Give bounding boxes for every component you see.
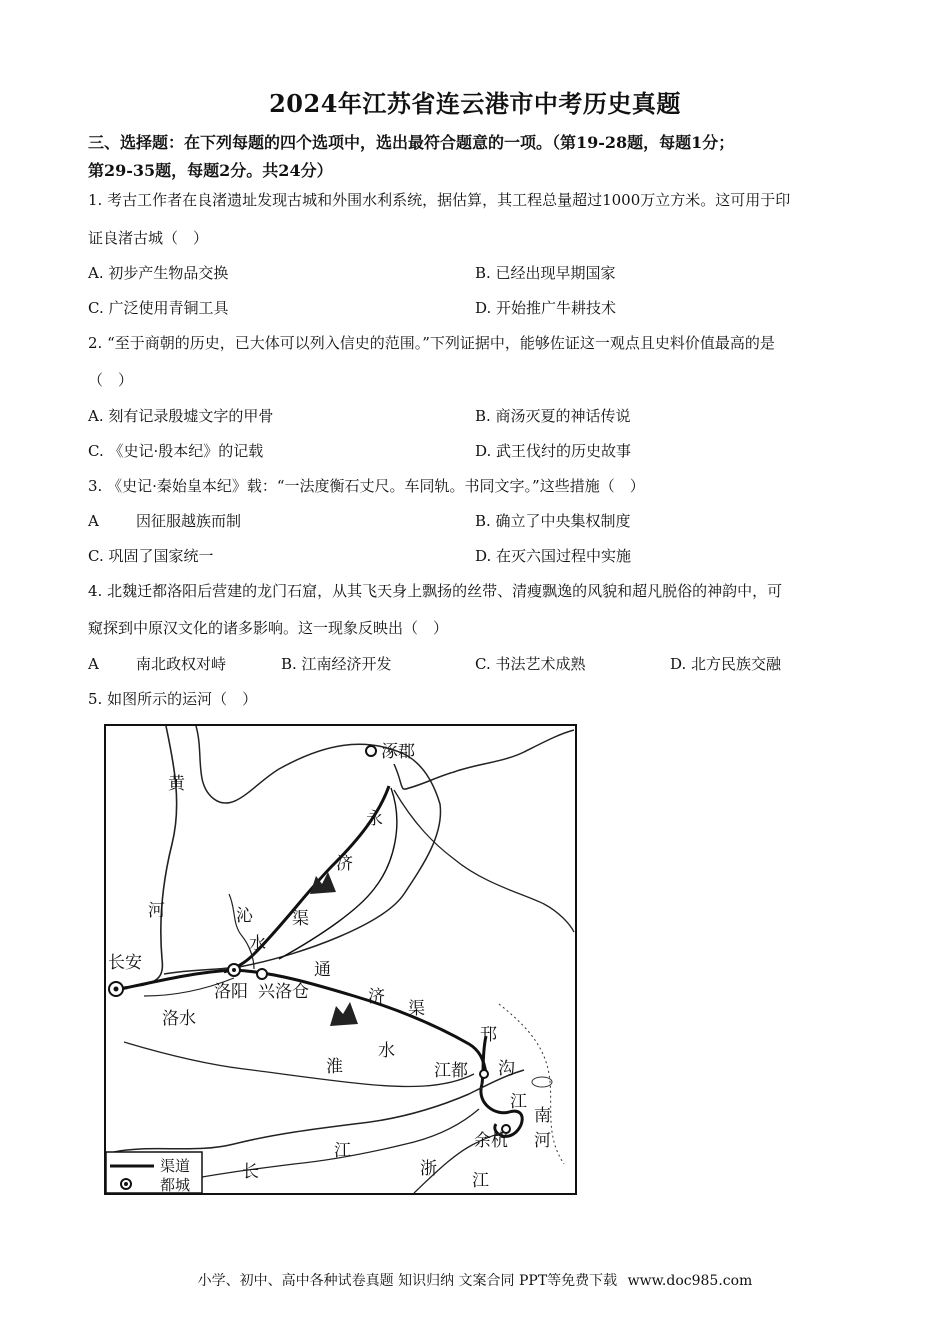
q4-stem-line2: 窥探到中原汉文化的诸多影响。这一现象反映出（ ） [88, 619, 449, 637]
label-jiangdu: 江都 [434, 1061, 468, 1081]
label-luoshui: 洛水 [162, 1009, 196, 1029]
label-yuhang: 余杭 [474, 1131, 508, 1151]
label-chang: 长 [242, 1162, 259, 1182]
q3-option-c: C. 巩固了国家统一 [88, 547, 214, 565]
q4-option-b: B. 江南经济开发 [281, 655, 392, 673]
footer-url[interactable]: www.doc985.com [627, 1273, 753, 1289]
q2-option-c: C. 《史记·殷本纪》的记载 [88, 442, 264, 460]
label-changan: 长安 [108, 953, 142, 973]
label-jiang-2: 江 [472, 1171, 489, 1191]
label-shui-2: 水 [378, 1041, 395, 1061]
label-he: 河 [148, 901, 165, 921]
grand-canal-map [104, 724, 577, 1195]
footer-text: 小学、初中、高中各种试卷真题 知识归纳 文案合同 PPT等免费下载 [197, 1273, 618, 1289]
label-zhe: 浙 [420, 1159, 437, 1179]
q3-option-a-text: 因征服越族而制 [136, 512, 242, 530]
section-instructions-line1: 三、选择题：在下列每题的四个选项中，选出最符合题意的一项。（第19-28题，每题1分； [88, 133, 735, 152]
map-legend [106, 1152, 202, 1194]
label-han: 邗 [480, 1025, 497, 1045]
label-jiang-south: 江 [510, 1092, 527, 1112]
q2-stem-line1: 2. “至于商朝的历史，已大体可以列入信史的范围。”下列证据中，能够佐证这一观点且史料价值最高的是 [88, 334, 775, 352]
q1-option-c: C. 广泛使用青铜工具 [88, 299, 229, 317]
q4-option-a-letter: A [88, 655, 99, 673]
q1-option-b: B. 已经出现早期国家 [475, 264, 616, 282]
q3-stem-line1: 3. 《史记·秦始皇本纪》载：“一法度衡石丈尺。车同轨。书同文字。”这些措施（ ） [88, 477, 645, 495]
label-huang: 黄 [168, 774, 185, 794]
q2-option-d: D. 武王伐纣的历史故事 [475, 442, 632, 460]
label-ji-1: 济 [336, 854, 353, 874]
q1-stem-line1: 1. 考古工作者在良渚遗址发现古城和外围水利系统，据估算，其工程总量超过1000万立方米。这可用于印 [88, 191, 791, 209]
footer [0, 1270, 950, 1290]
q2-option-b: B. 商汤灭夏的神话传说 [475, 407, 631, 425]
label-tong: 通 [314, 960, 331, 980]
label-jiang-1: 江 [334, 1141, 351, 1161]
q2-option-a: A. 刻有记录殷墟文字的甲骨 [88, 407, 274, 425]
q4-option-c: C. 书法艺术成熟 [475, 655, 586, 673]
label-qin: 沁 [236, 906, 253, 926]
label-gou: 沟 [498, 1059, 515, 1079]
q4-stem-line1: 4. 北魏迁都洛阳后营建的龙门石窟，从其飞天身上飘扬的丝带、清瘦飘逸的风貌和超凡脱俗的神韵中，可 [88, 582, 783, 600]
capital-city-changan-marker [109, 982, 123, 996]
label-nan: 南 [534, 1106, 551, 1126]
capital-city-zhuojun-marker [366, 746, 376, 756]
page-title: 2024年江苏省连云港市中考历史真题 [269, 89, 681, 118]
q1-option-a: A. 初步产生物品交换 [88, 264, 229, 282]
label-qu-2: 渠 [408, 999, 425, 1019]
q1-option-d: D. 开始推广牛耕技术 [475, 299, 617, 317]
q5-stem-line1: 5. 如图所示的运河（ ） [88, 690, 258, 708]
q1-stem-line2: 证良渚古城（ ） [88, 229, 209, 247]
label-ji-2: 济 [368, 987, 385, 1007]
section-instructions-line2: 第29-35题，每题2分。共24分） [88, 161, 333, 180]
label-qu-1: 渠 [292, 909, 309, 929]
q3-option-a-letter: A [88, 512, 99, 530]
q4-option-d: D. 北方民族交融 [670, 655, 782, 673]
label-he-2: 河 [534, 1131, 551, 1151]
q3-option-b: B. 确立了中央集权制度 [475, 512, 631, 530]
legend-capital-label: 都城 [160, 1176, 191, 1194]
map-border [105, 725, 576, 1194]
city-jiangdu-marker [480, 1070, 488, 1078]
label-luoyang: 洛阳 [214, 982, 248, 1002]
label-huai: 淮 [326, 1057, 343, 1077]
capital-city-luoyang-marker [228, 964, 240, 976]
city-xingluocang-marker [257, 969, 267, 979]
label-zhuojun: 涿郡 [381, 742, 415, 762]
q4-option-a-text: 南北政权对峙 [136, 655, 227, 673]
q3-option-d: D. 在灭六国过程中实施 [475, 547, 632, 565]
label-yong: 永 [366, 809, 383, 829]
label-xingluocang: 兴洛仓 [258, 982, 309, 1002]
q2-stem-line2: （ ） [88, 371, 134, 389]
label-shui-1: 水 [249, 934, 266, 954]
legend-canal-label: 渠道 [160, 1157, 191, 1175]
